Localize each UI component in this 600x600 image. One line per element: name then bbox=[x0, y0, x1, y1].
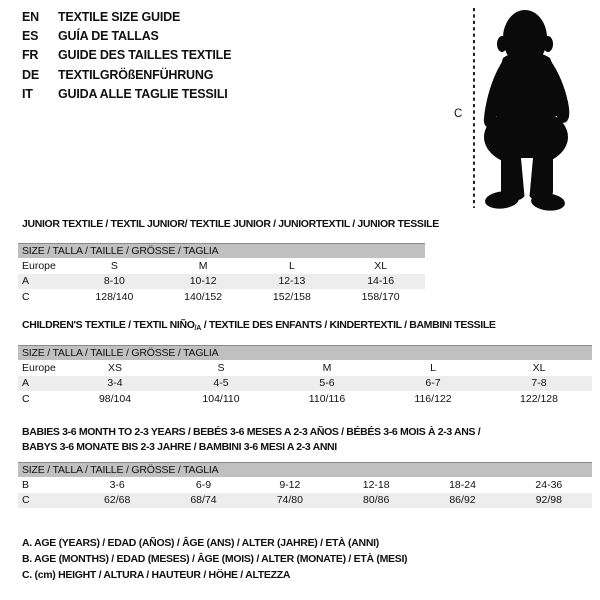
table-row bbox=[18, 391, 592, 407]
table-cell: S bbox=[217, 361, 225, 374]
lang-code: FR bbox=[22, 48, 39, 63]
table-cell: M bbox=[322, 361, 332, 374]
title-subscript: /A bbox=[194, 325, 202, 332]
table-cell: 74/80 bbox=[276, 494, 303, 507]
table-cell: 68/74 bbox=[190, 494, 217, 507]
table-cell: XL bbox=[374, 259, 388, 272]
table-row bbox=[18, 477, 592, 493]
lang-code: IT bbox=[22, 86, 33, 101]
lang-row-en bbox=[22, 8, 231, 27]
table-cell: 18-24 bbox=[449, 478, 476, 491]
lang-title: GUÍA DE TALLAS bbox=[58, 29, 159, 44]
lang-row-de bbox=[22, 66, 231, 85]
footnote-c: C. (cm) HEIGHT / ALTURA / HAUTEUR / HÖHE / ALTEZZA bbox=[22, 568, 291, 581]
title-text: CHILDREN'S TEXTILE / TEXTIL NIÑO bbox=[22, 319, 195, 331]
table-cell: 158/170 bbox=[361, 290, 400, 303]
table-cell: 9-12 bbox=[279, 478, 301, 491]
table-cell: 3-4 bbox=[107, 377, 123, 390]
table-cell: XS bbox=[107, 361, 122, 374]
footnotes bbox=[22, 536, 407, 583]
language-header bbox=[22, 8, 231, 104]
table-row bbox=[18, 493, 592, 509]
baby-silhouette-figure bbox=[430, 0, 600, 230]
table-row bbox=[18, 376, 592, 392]
table-cell: 122/128 bbox=[520, 392, 558, 405]
table-cell: 24-36 bbox=[535, 478, 563, 491]
row-label: C bbox=[22, 494, 30, 507]
table-cell: 3-6 bbox=[109, 478, 125, 491]
lang-code: ES bbox=[22, 29, 39, 44]
lang-title: GUIDE DES TAILLES TEXTILE bbox=[58, 48, 232, 63]
junior-table-title: JUNIOR TEXTILE / TEXTIL JUNIOR/ TEXTILE JUNIOR / JUNIORTEXTIL / JUNIOR TESSILE bbox=[22, 218, 439, 230]
lang-row-fr bbox=[22, 46, 231, 65]
table-cell: 110/116 bbox=[308, 392, 346, 405]
row-label: C bbox=[22, 392, 30, 405]
lang-title: TEXTILE SIZE GUIDE bbox=[58, 10, 181, 24]
table-cell: 104/110 bbox=[202, 392, 240, 405]
lang-row-it bbox=[22, 85, 231, 104]
table-cell: 140/152 bbox=[184, 290, 223, 303]
baby-silhouette bbox=[484, 10, 569, 212]
lang-title: TEXTILGRÖßENFÜHRUNG bbox=[58, 67, 214, 82]
table-cell: M bbox=[198, 259, 208, 272]
table-cell: 80/86 bbox=[363, 494, 390, 507]
footnote-a: A. AGE (YEARS) / EDAD (AÑOS) / ÂGE (ANS) / ALTER (JAHRE) / ETÀ (ANNI) bbox=[22, 537, 379, 549]
row-label: Europe bbox=[22, 259, 56, 272]
table-cell: 6-9 bbox=[195, 478, 212, 491]
table-cell: 98/104 bbox=[98, 392, 132, 405]
row-label: B bbox=[22, 478, 30, 491]
lang-code: DE bbox=[22, 67, 39, 82]
table-row bbox=[18, 360, 592, 376]
table-cell: L bbox=[430, 361, 436, 374]
row-label: A bbox=[22, 275, 30, 288]
title-text: / TEXTILE DES ENFANTS / KINDERTEXTIL / BAMBINI TESSILE bbox=[201, 319, 496, 331]
height-measure-label: C bbox=[454, 108, 463, 120]
children-table bbox=[18, 345, 592, 407]
row-label: C bbox=[22, 290, 30, 303]
babies-table bbox=[18, 462, 592, 508]
lang-row-es bbox=[22, 27, 231, 46]
table-cell: 4-5 bbox=[213, 377, 229, 390]
table-cell: XL bbox=[532, 361, 546, 374]
table-row bbox=[18, 258, 425, 274]
table-cell: 152/158 bbox=[272, 290, 311, 303]
table-cell: 5-6 bbox=[319, 377, 335, 390]
table-cell: 14-16 bbox=[367, 275, 395, 288]
size-header-bar: SIZE / TALLA / TAILLE / GRÖSSE / TAGLIA bbox=[18, 243, 425, 258]
title-line-1: BABIES 3-6 MONTH TO 2-3 YEARS / BEBÉS 3-6 MESES A 2-3 AÑOS / BÉBÉS 3-6 MOIS À 2-3 ANS / bbox=[22, 426, 481, 438]
table-cell: S bbox=[110, 259, 118, 272]
table-cell: 7-8 bbox=[531, 377, 547, 390]
lang-code: EN bbox=[22, 10, 39, 24]
row-label: Europe bbox=[22, 361, 56, 374]
size-header-bar: SIZE / TALLA / TAILLE / GRÖSSE / TAGLIA bbox=[18, 345, 592, 360]
table-cell: 86/92 bbox=[449, 494, 476, 507]
table-cell: L bbox=[288, 259, 295, 272]
table-row bbox=[18, 274, 425, 290]
table-row bbox=[18, 289, 425, 305]
table-cell: 128/140 bbox=[95, 290, 134, 303]
junior-table bbox=[18, 243, 425, 305]
table-cell: 8-10 bbox=[103, 275, 125, 288]
children-table-title bbox=[22, 319, 496, 332]
babies-table-title bbox=[22, 425, 480, 454]
size-header-bar: SIZE / TALLA / TAILLE / GRÖSSE / TAGLIA bbox=[18, 462, 592, 477]
footnote-b: B. AGE (MONTHS) / EDAD (MESES) / ÂGE (MOIS) / ALTER (MONATE) / ETÀ (MESI) bbox=[22, 552, 408, 565]
row-label: A bbox=[22, 377, 30, 390]
table-cell: 12-13 bbox=[278, 275, 306, 288]
table-cell: 62/68 bbox=[104, 494, 131, 507]
table-cell: 12-18 bbox=[362, 478, 390, 491]
lang-title: GUIDA ALLE TAGLIE TESSILI bbox=[58, 86, 228, 101]
table-cell: 6-7 bbox=[425, 377, 441, 390]
table-cell: 92/98 bbox=[535, 494, 562, 507]
table-cell: 116/122 bbox=[414, 392, 452, 405]
title-line-2: BABYS 3-6 MONATE BIS 2-3 JAHRE / BAMBINI 3-6 MESI A 2-3 ANNI bbox=[22, 440, 337, 453]
table-cell: 10-12 bbox=[189, 275, 217, 288]
